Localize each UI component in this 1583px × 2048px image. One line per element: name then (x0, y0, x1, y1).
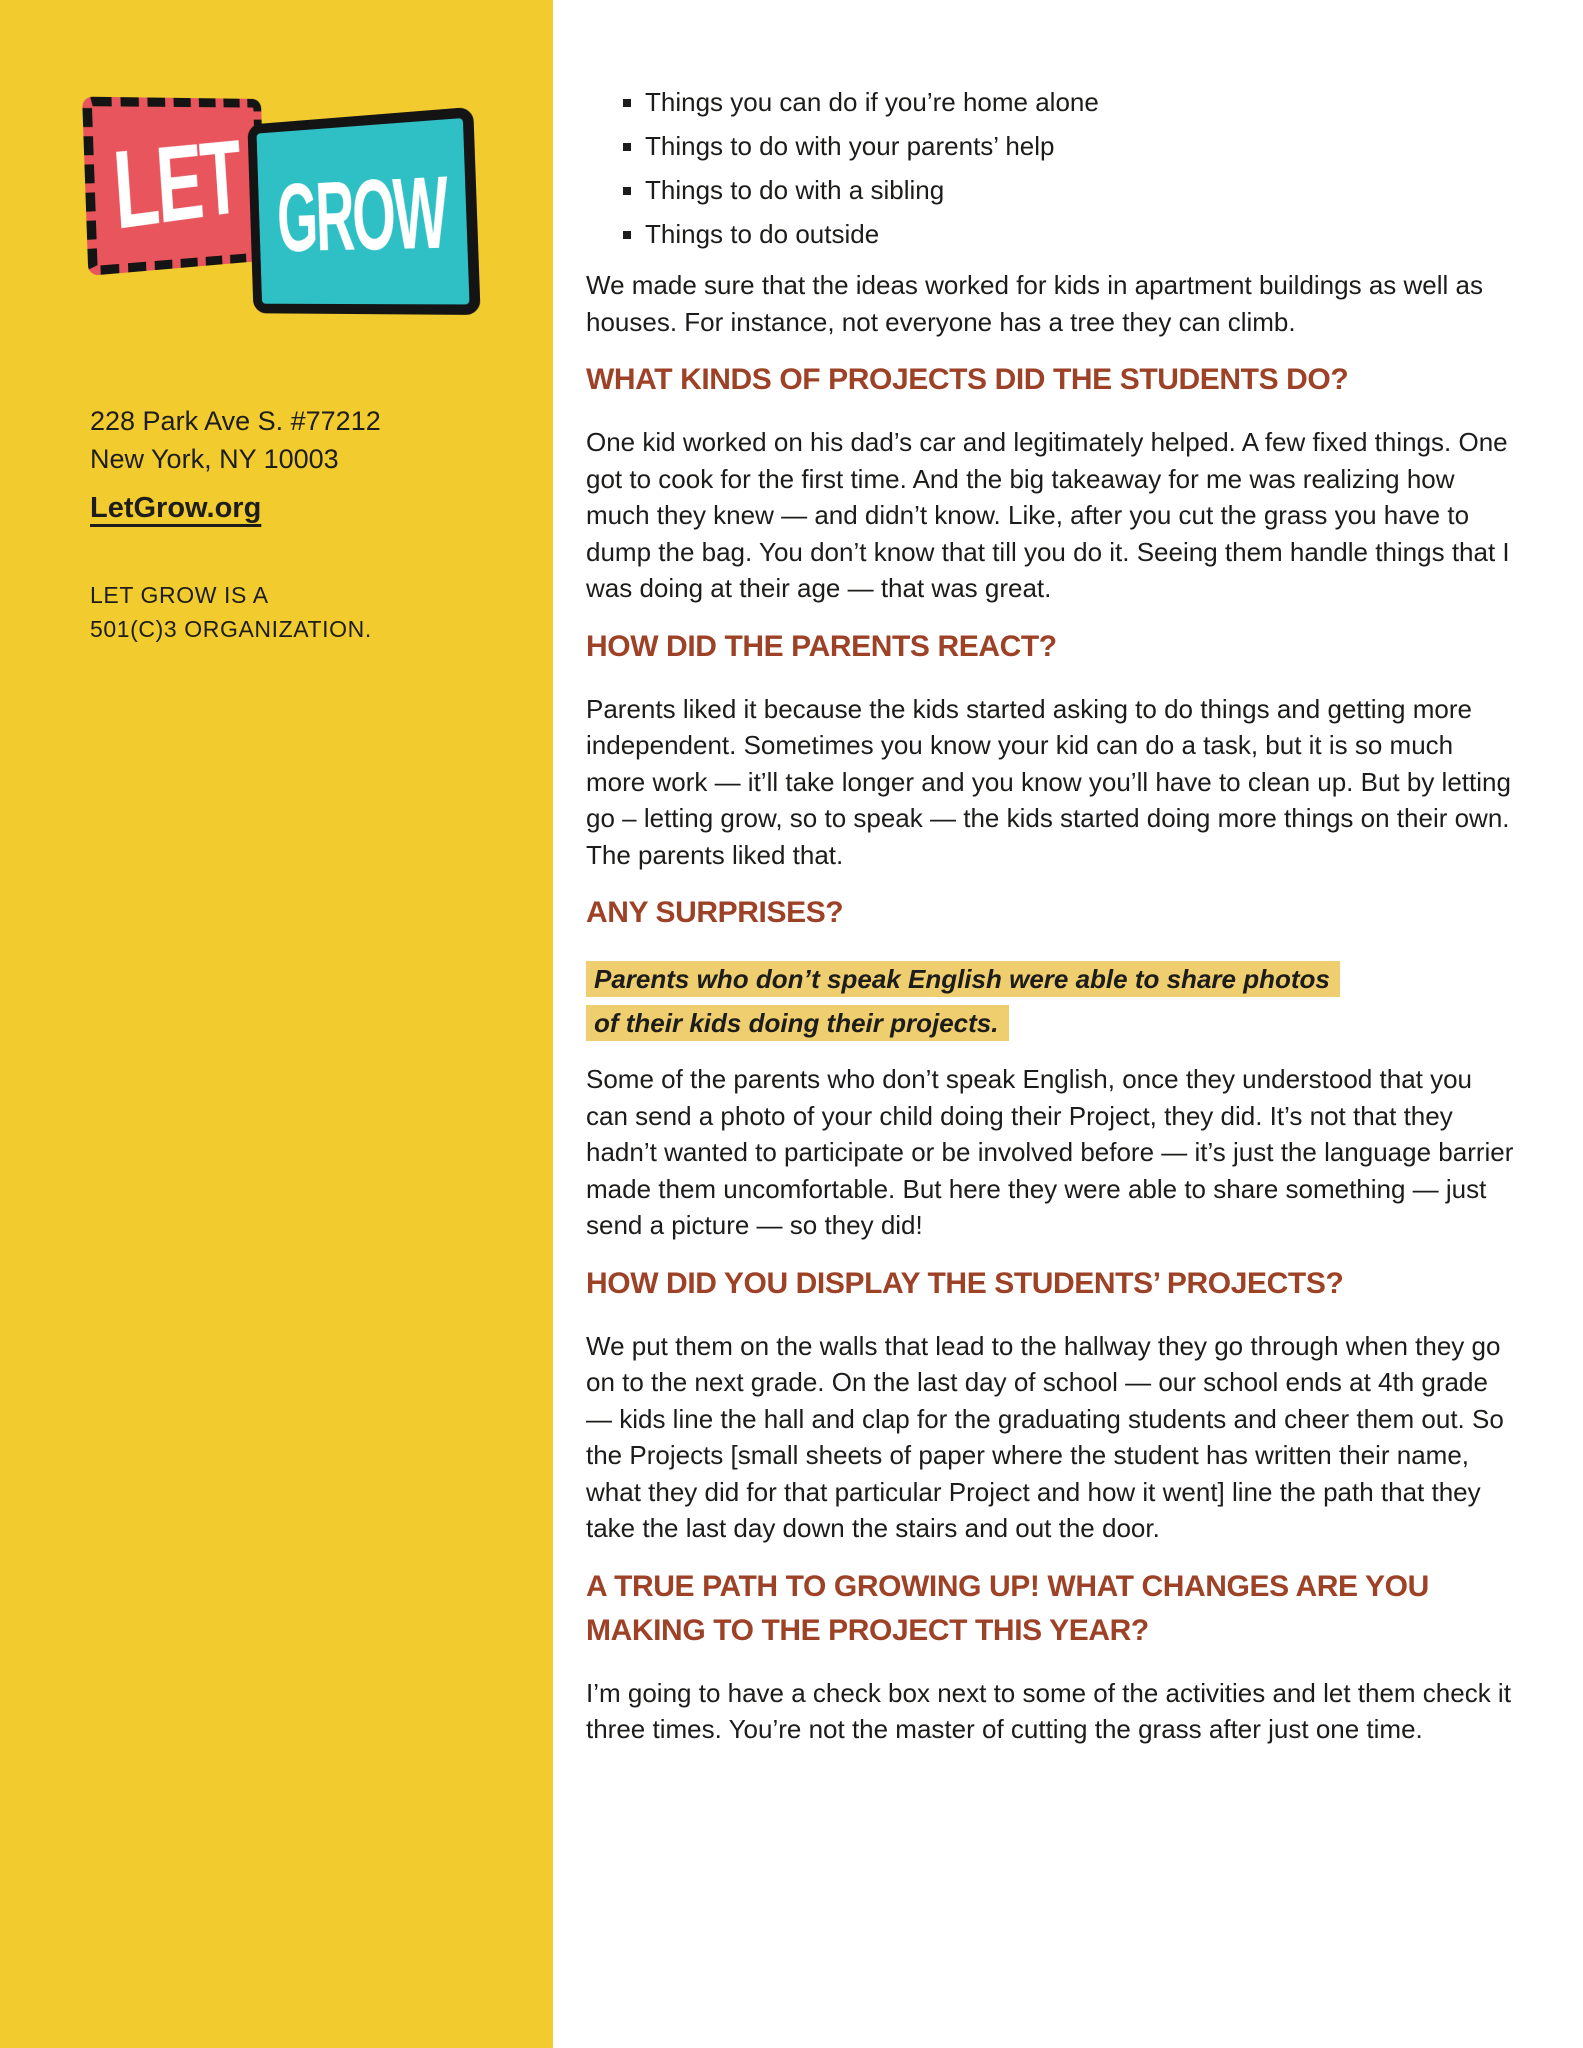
logo-let-text: LET (109, 117, 244, 253)
address-block (90, 402, 381, 478)
let-grow-logo (0, 0, 553, 340)
pull-quote-text: Parents who don’t speak English were able to share photos of their kids doing their projects. (586, 961, 1340, 1041)
section-changes-this-year (586, 1565, 1516, 1748)
article-content (586, 0, 1516, 1748)
activity-bullet-list (586, 86, 1516, 251)
section-parents-react (586, 625, 1516, 874)
section-heading: HOW DID THE PARENTS REACT? (586, 629, 1057, 663)
bullet-item: Things to do outside (586, 218, 1516, 251)
logo-grow-banner (247, 107, 480, 315)
sidebar (0, 0, 553, 2048)
section-paragraph: We put them on the walls that lead to the hallway they go through when they go on to the next grade. On the last day of school — our school ends at 4th grade — kids line the hall and clap for the graduating students and cheer them out. So the Projects [small sheets of paper where the student has written their name, what they did for that particular Project and how it went] line the path that they take the last day down the stairs and out the door. (586, 1330, 1504, 1543)
section-heading: ANY SURPRISES? (586, 896, 844, 929)
section-paragraph: I’m going to have a check box next to some of the activities and let them check it three times. You’re not the master of cutting the grass after just one time. (586, 1677, 1511, 1744)
section-projects (586, 358, 1516, 607)
section-heading: WHAT KINDS OF PROJECTS DID THE STUDENTS DO? (586, 363, 1349, 396)
section-surprises (586, 891, 1516, 1244)
logo-grow-text: GROW (275, 154, 448, 272)
section-paragraph: Parents liked it because the kids started asking to do things and getting more independent. Sometimes you know your kid can do a task, but it is so much more work — it’ll take longer and you know you’ll have to clean up. But by letting go – letting grow, so to speak — the kids started doing more things on their own. The parents liked that. (586, 693, 1511, 870)
org-note-line-1: LET GROW IS A (90, 582, 269, 608)
intro-paragraph: We made sure that the ideas worked for kids in apartment buildings as well as houses. For instance, not everyone has a tree they can climb. (586, 270, 1483, 337)
section-display-projects (586, 1262, 1516, 1547)
section-heading: HOW DID YOU DISPLAY THE STUDENTS’ PROJECTS? (586, 1266, 1344, 1300)
section-paragraph: Some of the parents who don’t speak English, once they understood that you can send a photo of your child doing their Project, they did. It’s not that they hadn’t wanted to participate or be involved before — it’s just the language barrier made them uncomfortable. But here they were able to share something — just send a picture — so they did! (586, 1064, 1514, 1240)
pull-quote-highlight (586, 957, 1348, 1045)
address-line-1: 228 Park Ave S. #77212 (90, 406, 381, 436)
bullet-item: Things to do with your parents’ help (586, 130, 1516, 163)
address-line-2: New York, NY 10003 (90, 444, 339, 474)
section-heading: A TRUE PATH TO GROWING UP! WHAT CHANGES ARE YOU MAKING TO THE PROJECT THIS YEAR? (586, 1569, 1429, 1647)
bullet-item: Things you can do if you’re home alone (586, 86, 1516, 119)
website-link[interactable]: LetGrow.org (90, 492, 262, 524)
logo-let-banner (82, 97, 266, 276)
bullet-item: Things to do with a sibling (586, 174, 1516, 207)
org-note (90, 578, 372, 646)
section-paragraph: One kid worked on his dad’s car and legitimately helped. A few fixed things. One got to cook for the first time. And the big takeaway for me was realizing how much they knew — and didn’t know. Like, after you cut the grass you have to dump the bag. You don’t know that till you do it. Seeing them handle things that I was doing at their age — that was great. (586, 427, 1510, 603)
org-note-line-2: 501(C)3 ORGANIZATION. (90, 616, 372, 642)
